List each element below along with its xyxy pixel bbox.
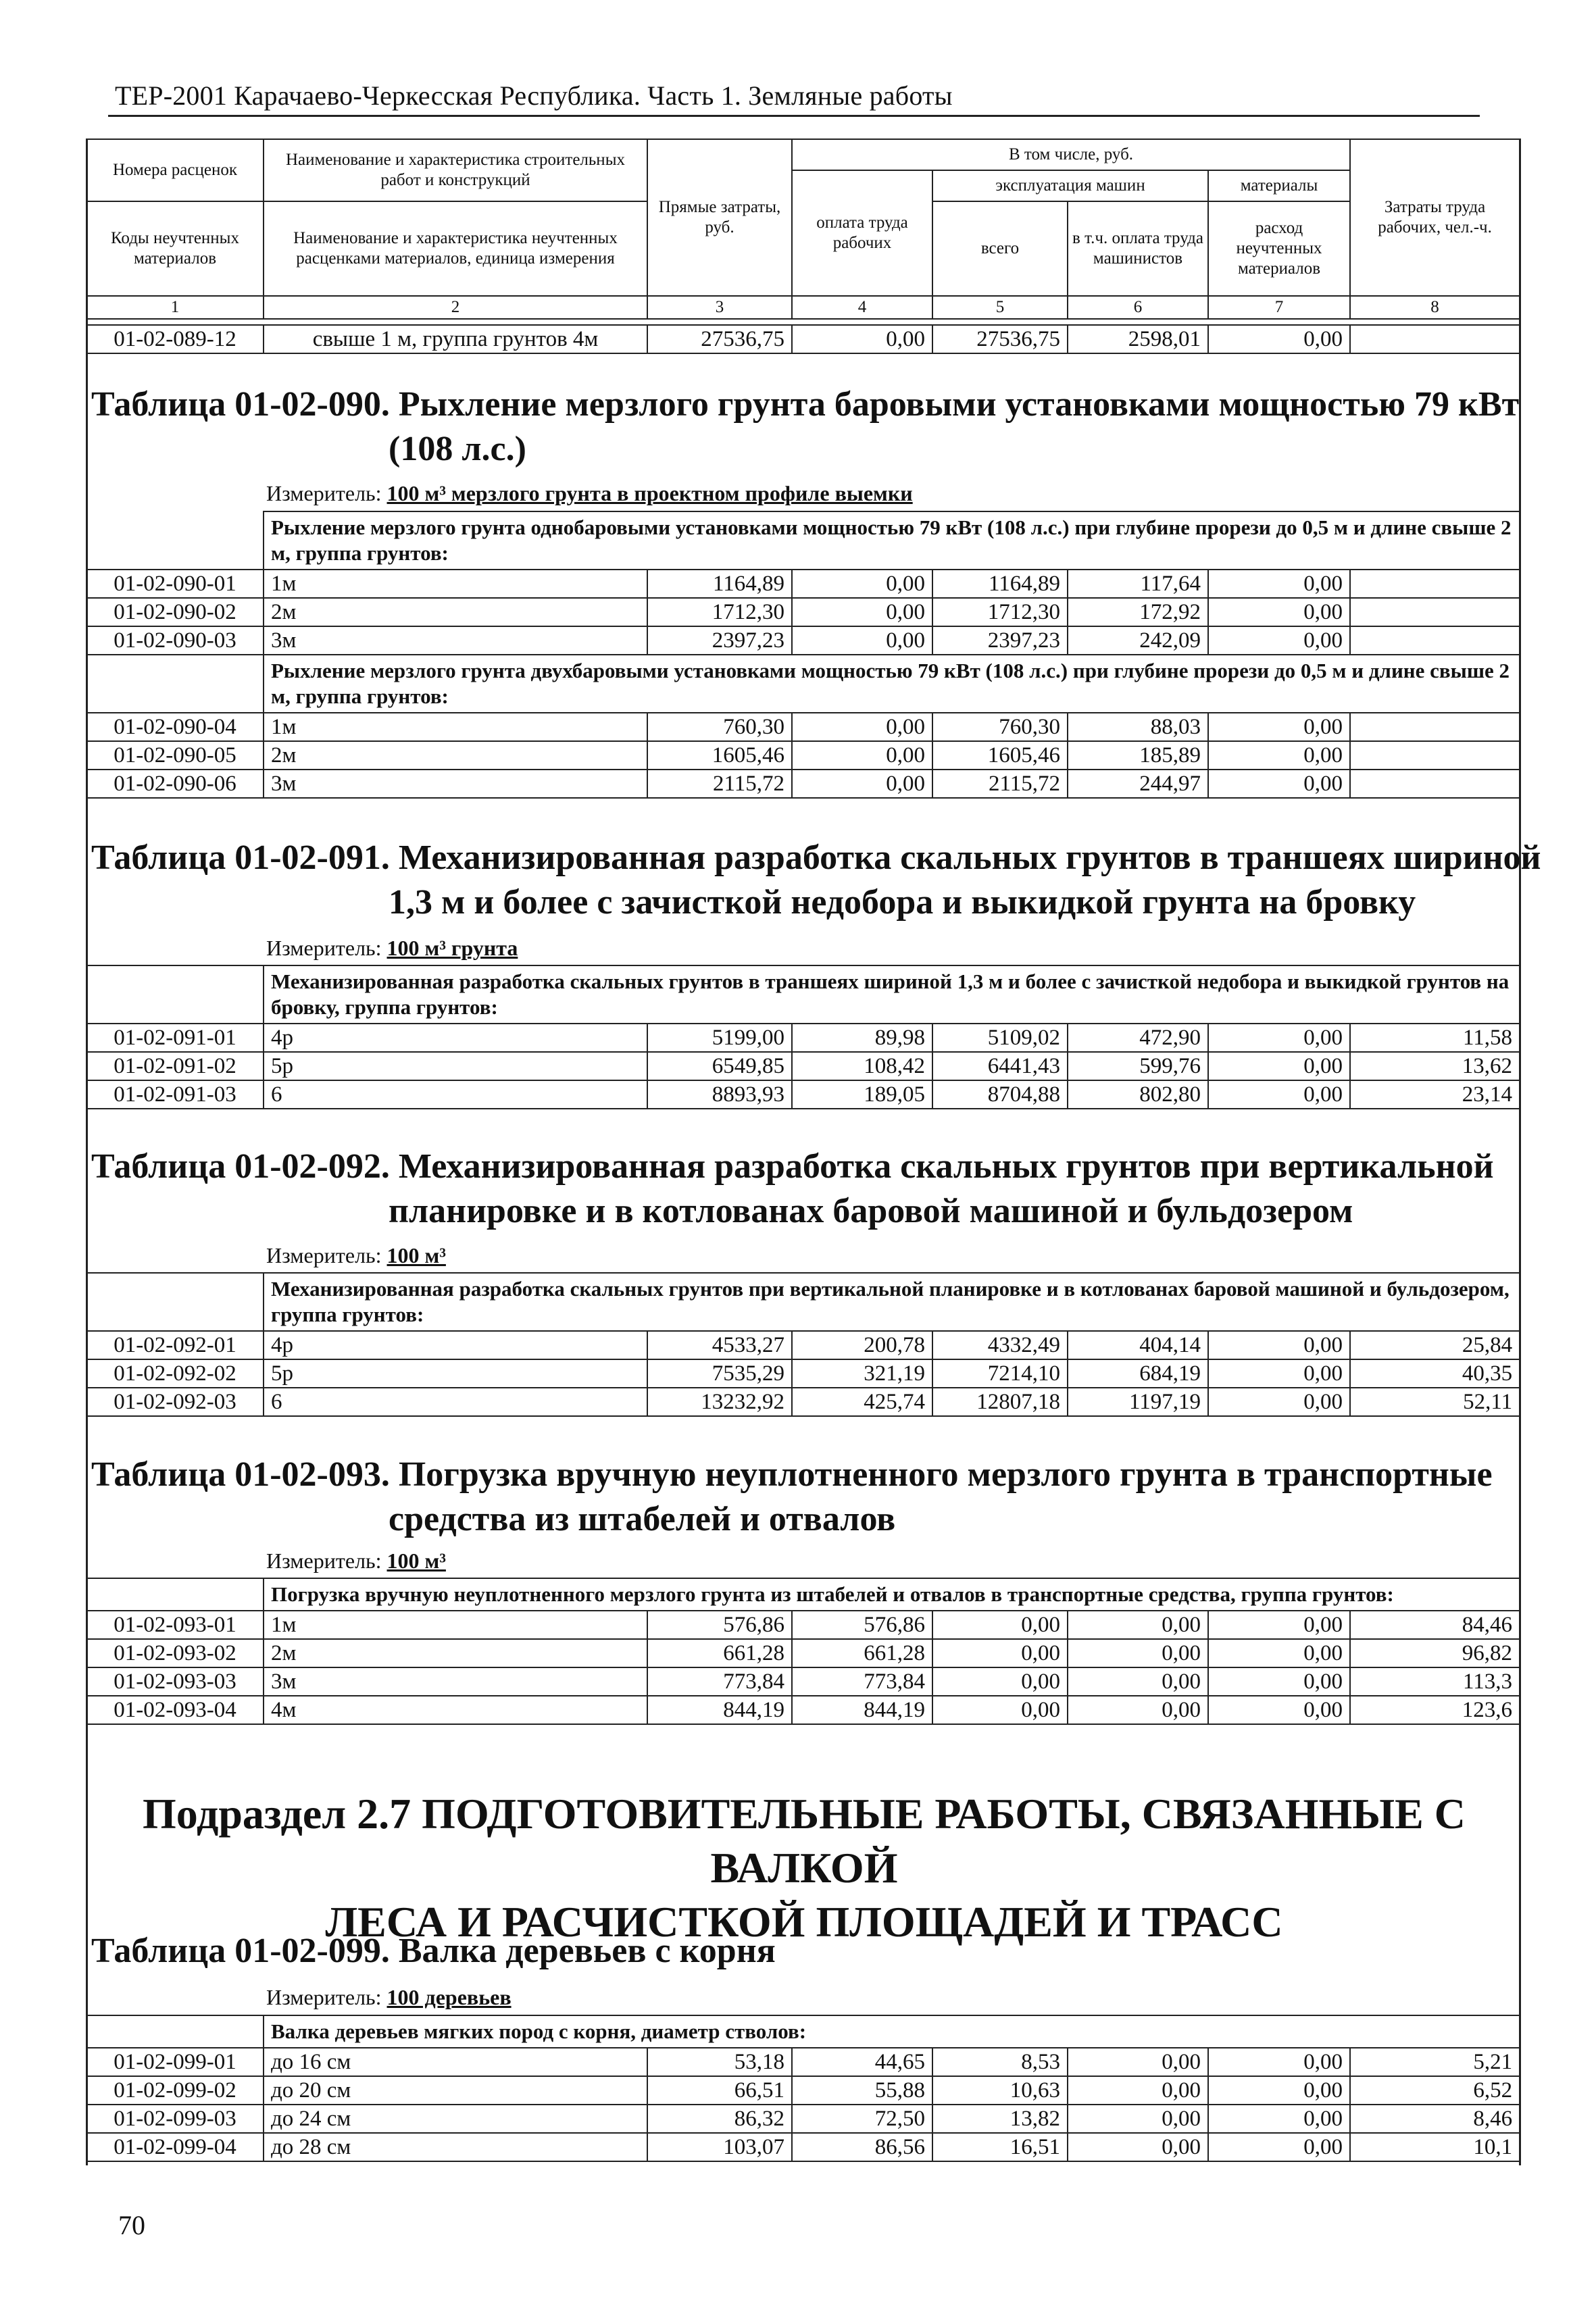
materials: 0,00	[1208, 570, 1350, 598]
rate-description: 4р	[264, 1331, 647, 1359]
table-title-line: Таблица 01-02-091. Механизированная разработка скальных грунтов в траншеях шириной	[91, 838, 1541, 877]
direct-cost: 4533,27	[647, 1331, 792, 1359]
labor-hours	[1350, 770, 1520, 798]
table-row	[86, 1388, 1520, 1416]
table-title-line: Таблица 01-02-092. Механизированная разработка скальных грунтов при вертикальной	[91, 1147, 1494, 1186]
labor-hours: 84,46	[1350, 1611, 1520, 1639]
table-row	[86, 2076, 1520, 2105]
table-092-measure	[266, 1243, 446, 1268]
rate-description: 1м	[264, 1611, 647, 1639]
materials-header: материалы	[1208, 170, 1350, 201]
materials: 0,00	[1208, 1388, 1350, 1416]
machinist-pay: 0,00	[1068, 1667, 1208, 1696]
labor-pay: 425,74	[792, 1388, 932, 1416]
running-header: ТЕР-2001 Карачаево-Черкесская Республика. Часть 1. Земляные работы	[115, 80, 953, 111]
measure-label: Измеритель:	[266, 1243, 382, 1267]
table-title-line: средства из штабелей и отвалов	[389, 1500, 896, 1538]
labor-hours: 10,1	[1350, 2133, 1520, 2161]
labor-pay: 0,00	[792, 598, 932, 626]
materials: 0,00	[1208, 1024, 1350, 1052]
col-number: 6	[1068, 296, 1208, 319]
labor-pay: 108,42	[792, 1052, 932, 1080]
direct-cost: 2397,23	[647, 626, 792, 655]
table-row	[86, 570, 1520, 598]
measure-value: 100 м³ грунта	[386, 936, 518, 960]
col5-header: всего	[932, 201, 1068, 296]
direct-cost: 8893,93	[647, 1080, 792, 1109]
labor-hours: 96,82	[1350, 1639, 1520, 1667]
direct-cost: 7535,29	[647, 1359, 792, 1388]
machines-total: 27536,75	[932, 325, 1068, 353]
machinist-pay: 0,00	[1068, 2048, 1208, 2076]
rate-description: 5р	[264, 1052, 647, 1080]
rate-description: до 28 см	[264, 2133, 647, 2161]
machines-total: 10,63	[932, 2076, 1068, 2105]
table-093-measure	[266, 1549, 446, 1574]
direct-cost: 1605,46	[647, 741, 792, 770]
direct-cost: 53,18	[647, 2048, 792, 2076]
direct-cost: 2115,72	[647, 770, 792, 798]
table-093-title	[91, 1453, 1493, 1542]
labor-pay: 89,98	[792, 1024, 932, 1052]
machinist-pay: 0,00	[1068, 1639, 1208, 1667]
group-description: Механизированная разработка скальных грунтов при вертикальной планировке и в котлованах баровой машиной и бульдозером, группа грунтов:	[264, 1273, 1520, 1331]
group-description: Валка деревьев мягких пород с корня, диаметр стволов:	[264, 2015, 1520, 2048]
machines-total: 0,00	[932, 1639, 1068, 1667]
labor-pay: 661,28	[792, 1639, 932, 1667]
col1-bottom-header: Коды неучтенных материалов	[86, 201, 264, 296]
rate-code: 01-02-093-04	[86, 1696, 264, 1724]
rate-description: 5р	[264, 1359, 647, 1388]
materials: 0,00	[1208, 1667, 1350, 1696]
machines-total: 0,00	[932, 1667, 1068, 1696]
machines-total: 1712,30	[932, 598, 1068, 626]
direct-cost: 1164,89	[647, 570, 792, 598]
machines-total: 1164,89	[932, 570, 1068, 598]
rate-code: 01-02-090-02	[86, 598, 264, 626]
labor-pay: 72,50	[792, 2105, 932, 2133]
rate-description: 3м	[264, 1667, 647, 1696]
table-090-body	[86, 511, 1520, 799]
machinist-pay: 0,00	[1068, 2076, 1208, 2105]
labor-hours	[1350, 570, 1520, 598]
table-row	[86, 1331, 1520, 1359]
machinist-pay: 244,97	[1068, 770, 1208, 798]
direct-cost: 773,84	[647, 1667, 792, 1696]
labor-pay: 44,65	[792, 2048, 932, 2076]
machinist-pay: 172,92	[1068, 598, 1208, 626]
rate-description: до 20 см	[264, 2076, 647, 2105]
materials: 0,00	[1208, 1052, 1350, 1080]
machinist-pay: 599,76	[1068, 1052, 1208, 1080]
col-number: 2	[264, 296, 647, 319]
labor-hours: 8,46	[1350, 2105, 1520, 2133]
materials: 0,00	[1208, 1639, 1350, 1667]
labor-pay: 86,56	[792, 2133, 932, 2161]
table-090-measure	[266, 481, 913, 506]
rate-code: 01-02-093-01	[86, 1611, 264, 1639]
table-title-line: Таблица 01-02-090. Рыхление мерзлого грунта баровыми установками мощностью 79 кВт	[91, 385, 1520, 424]
table-title-line: 1,3 м и более с зачисткой недобора и выкидкой грунта на бровку	[389, 883, 1416, 922]
table-090-title	[91, 382, 1519, 472]
labor-pay: 844,19	[792, 1696, 932, 1724]
table-092-title	[91, 1145, 1494, 1234]
rate-code: 01-02-093-03	[86, 1667, 264, 1696]
materials: 0,00	[1208, 2048, 1350, 2076]
rate-code: 01-02-092-02	[86, 1359, 264, 1388]
labor-pay: 0,00	[792, 770, 932, 798]
table-row	[86, 741, 1520, 770]
measure-value: 100 м³	[386, 1549, 446, 1573]
direct-cost: 5199,00	[647, 1024, 792, 1052]
machines-total: 1605,46	[932, 741, 1068, 770]
machinist-pay: 117,64	[1068, 570, 1208, 598]
group-description: Погрузка вручную неуплотненного мерзлого грунта из штабелей и отвалов в транспортные средства, группа грунтов:	[264, 1578, 1520, 1611]
table-row	[86, 1080, 1520, 1109]
column-header-table	[86, 139, 1520, 320]
col1-top-header: Номера расценок	[86, 139, 264, 201]
materials: 0,00	[1208, 713, 1350, 741]
direct-cost: 576,86	[647, 1611, 792, 1639]
table-row	[86, 2048, 1520, 2076]
col-number: 3	[647, 296, 792, 319]
labor-hours	[1350, 325, 1520, 353]
labor-hours	[1350, 713, 1520, 741]
direct-cost: 103,07	[647, 2133, 792, 2161]
table-091-body	[86, 965, 1520, 1109]
labor-pay: 576,86	[792, 1611, 932, 1639]
machinist-pay: 2598,01	[1068, 325, 1208, 353]
table-row	[86, 2133, 1520, 2161]
machines-total: 7214,10	[932, 1359, 1068, 1388]
rate-description: 2м	[264, 1639, 647, 1667]
rate-code: 01-02-089-12	[86, 325, 264, 353]
direct-cost: 844,19	[647, 1696, 792, 1724]
rate-code: 01-02-099-02	[86, 2076, 264, 2105]
group-description: Механизированная разработка скальных грунтов в траншеях шириной 1,3 м и более с зачисткой недобора и выкидкой грунтов на бровку, группа грунтов:	[264, 965, 1520, 1024]
labor-pay: 0,00	[792, 325, 932, 353]
page-number: 70	[118, 2210, 145, 2240]
labor-hours: 6,52	[1350, 2076, 1520, 2105]
materials: 0,00	[1208, 2133, 1350, 2161]
machinist-pay: 88,03	[1068, 713, 1208, 741]
col8-header: Затраты труда рабочих, чел.-ч.	[1350, 139, 1520, 296]
table-row	[86, 1359, 1520, 1388]
direct-cost: 1712,30	[647, 598, 792, 626]
rate-code: 01-02-099-03	[86, 2105, 264, 2133]
rate-description: 1м	[264, 570, 647, 598]
direct-cost: 66,51	[647, 2076, 792, 2105]
table-title-line: планировке и в котлованах баровой машиной и бульдозером	[389, 1192, 1353, 1230]
machinist-pay: 472,90	[1068, 1024, 1208, 1052]
machines-total: 6441,43	[932, 1052, 1068, 1080]
labor-hours: 13,62	[1350, 1052, 1520, 1080]
table-row	[86, 1639, 1520, 1667]
materials: 0,00	[1208, 2105, 1350, 2133]
col-number: 8	[1350, 296, 1520, 319]
subsection-heading-line: Подраздел 2.7 ПОДГОТОВИТЕЛЬНЫЕ РАБОТЫ, СВЯЗАННЫЕ С ВАЛКОЙ	[143, 1790, 1466, 1892]
labor-hours: 23,14	[1350, 1080, 1520, 1109]
col-number: 7	[1208, 296, 1350, 319]
machines-total: 2115,72	[932, 770, 1068, 798]
materials: 0,00	[1208, 1331, 1350, 1359]
labor-hours	[1350, 741, 1520, 770]
col-number: 5	[932, 296, 1068, 319]
rate-description: 2м	[264, 598, 647, 626]
table-row	[86, 1024, 1520, 1052]
rate-code: 01-02-090-06	[86, 770, 264, 798]
machinist-pay: 242,09	[1068, 626, 1208, 655]
col2-top-header: Наименование и характеристика строительных работ и конструкций	[264, 139, 647, 201]
labor-pay: 0,00	[792, 741, 932, 770]
measure-label: Измеритель:	[266, 481, 382, 505]
header-rule	[108, 115, 1480, 117]
machines-total: 8704,88	[932, 1080, 1068, 1109]
col-number: 4	[792, 296, 932, 319]
col2-bottom-header: Наименование и характеристика неучтенных расценками материалов, единица измерения	[264, 201, 647, 296]
table-row	[86, 1696, 1520, 1724]
table-row	[86, 770, 1520, 798]
rate-description: 6	[264, 1080, 647, 1109]
labor-hours: 25,84	[1350, 1331, 1520, 1359]
subsection-heading-line: ЛЕСА И РАСЧИСТКОЙ ПЛОЩАДЕЙ И ТРАСС	[325, 1898, 1283, 1946]
machines-total: 13,82	[932, 2105, 1068, 2133]
table-row	[86, 626, 1520, 655]
measure-label: Измеритель:	[266, 1985, 382, 2009]
col6-header: в т.ч. оплата труда машинистов	[1068, 201, 1208, 296]
machinist-pay: 1197,19	[1068, 1388, 1208, 1416]
rate-description: 4р	[264, 1024, 647, 1052]
machinist-pay: 404,14	[1068, 1331, 1208, 1359]
rate-code: 01-02-093-02	[86, 1639, 264, 1667]
materials: 0,00	[1208, 2076, 1350, 2105]
direct-cost: 13232,92	[647, 1388, 792, 1416]
table-row	[86, 2105, 1520, 2133]
rate-code: 01-02-091-01	[86, 1024, 264, 1052]
machines-total: 760,30	[932, 713, 1068, 741]
table-099-body	[86, 2015, 1520, 2162]
col4-header: оплата труда рабочих	[792, 170, 932, 296]
table-091-measure	[266, 936, 518, 961]
measure-value: 100 м³ мерзлого грунта в проектном профиле выемки	[386, 481, 913, 505]
rate-description: 3м	[264, 626, 647, 655]
table-row	[86, 325, 1520, 353]
measure-label: Измеритель:	[266, 1549, 382, 1573]
materials: 0,00	[1208, 1611, 1350, 1639]
rate-description: до 24 см	[264, 2105, 647, 2133]
rate-code: 01-02-090-03	[86, 626, 264, 655]
rate-description: 2м	[264, 741, 647, 770]
rate-code: 01-02-090-05	[86, 741, 264, 770]
rate-code: 01-02-099-04	[86, 2133, 264, 2161]
materials: 0,00	[1208, 1696, 1350, 1724]
labor-pay: 0,00	[792, 626, 932, 655]
machines-total: 16,51	[932, 2133, 1068, 2161]
machinist-pay: 0,00	[1068, 1611, 1208, 1639]
machines-total: 2397,23	[932, 626, 1068, 655]
direct-cost: 27536,75	[647, 325, 792, 353]
labor-pay: 189,05	[792, 1080, 932, 1109]
carry-over-table	[86, 324, 1520, 354]
rate-code: 01-02-091-03	[86, 1080, 264, 1109]
materials: 0,00	[1208, 1359, 1350, 1388]
table-092-body	[86, 1272, 1520, 1417]
machinist-pay: 684,19	[1068, 1359, 1208, 1388]
rate-code: 01-02-091-02	[86, 1052, 264, 1080]
machinist-pay: 0,00	[1068, 2105, 1208, 2133]
machines-total: 12807,18	[932, 1388, 1068, 1416]
direct-cost: 86,32	[647, 2105, 792, 2133]
table-099-title	[91, 1929, 776, 1973]
table-row	[86, 713, 1520, 741]
labor-pay: 55,88	[792, 2076, 932, 2105]
table-099-measure	[266, 1985, 512, 2010]
labor-pay: 0,00	[792, 713, 932, 741]
machines-total: 0,00	[932, 1611, 1068, 1639]
materials: 0,00	[1208, 741, 1350, 770]
rate-code: 01-02-090-01	[86, 570, 264, 598]
machines-total: 4332,49	[932, 1331, 1068, 1359]
labor-pay: 321,19	[792, 1359, 932, 1388]
direct-cost: 760,30	[647, 713, 792, 741]
direct-cost: 6549,85	[647, 1052, 792, 1080]
group-header: В том числе, руб.	[792, 139, 1350, 170]
table-title-line: Таблица 01-02-099. Валка деревьев с корня	[91, 1932, 776, 1970]
rate-description: 6	[264, 1388, 647, 1416]
table-title-line: Таблица 01-02-093. Погрузка вручную неуплотненного мерзлого грунта в транспортные	[91, 1455, 1493, 1494]
table-title-line: (108 л.с.)	[389, 430, 526, 468]
col3-header: Прямые затраты, руб.	[647, 139, 792, 296]
machinist-pay: 0,00	[1068, 2133, 1208, 2161]
group-description: Рыхление мерзлого грунта двухбаровыми установками мощностью 79 кВт (108 л.с.) при глубине прорези до 0,5 м и длине свыше 2 м, группа грунтов:	[264, 655, 1520, 713]
table-row	[86, 1052, 1520, 1080]
rate-code: 01-02-099-01	[86, 2048, 264, 2076]
rate-description: 1м	[264, 713, 647, 741]
machinist-pay: 185,89	[1068, 741, 1208, 770]
table-091-title	[91, 836, 1541, 925]
labor-hours: 11,58	[1350, 1024, 1520, 1052]
measure-value: 100 м³	[386, 1243, 446, 1267]
materials: 0,00	[1208, 626, 1350, 655]
rate-description: свыше 1 м, группа грунтов 4м	[264, 325, 647, 353]
materials: 0,00	[1208, 1080, 1350, 1109]
labor-hours: 123,6	[1350, 1696, 1520, 1724]
machines-total: 5109,02	[932, 1024, 1068, 1052]
machinist-pay: 802,80	[1068, 1080, 1208, 1109]
rate-description: до 16 см	[264, 2048, 647, 2076]
direct-cost: 661,28	[647, 1639, 792, 1667]
table-row	[86, 598, 1520, 626]
materials: 0,00	[1208, 598, 1350, 626]
labor-hours	[1350, 626, 1520, 655]
machines-total: 0,00	[932, 1696, 1068, 1724]
labor-hours	[1350, 598, 1520, 626]
labor-hours: 40,35	[1350, 1359, 1520, 1388]
labor-pay: 773,84	[792, 1667, 932, 1696]
labor-hours: 52,11	[1350, 1388, 1520, 1416]
rate-description: 4м	[264, 1696, 647, 1724]
machines-header: эксплуатация машин	[932, 170, 1208, 201]
table-row	[86, 1611, 1520, 1639]
machines-total: 8,53	[932, 2048, 1068, 2076]
materials: 0,00	[1208, 770, 1350, 798]
rate-code: 01-02-090-04	[86, 713, 264, 741]
labor-pay: 0,00	[792, 570, 932, 598]
rate-description: 3м	[264, 770, 647, 798]
col-number: 1	[86, 296, 264, 319]
group-description: Рыхление мерзлого грунта однобаровыми установками мощностью 79 кВт (108 л.с.) при глубине прорези до 0,5 м и длине свыше 2 м, группа грунтов:	[264, 511, 1520, 570]
materials: 0,00	[1208, 325, 1350, 353]
labor-pay: 200,78	[792, 1331, 932, 1359]
rate-code: 01-02-092-01	[86, 1331, 264, 1359]
subsection-heading	[91, 1787, 1517, 1949]
table-093-body	[86, 1578, 1520, 1725]
rate-code: 01-02-092-03	[86, 1388, 264, 1416]
measure-label: Измеритель:	[266, 936, 382, 960]
table-row	[86, 1667, 1520, 1696]
machinist-pay: 0,00	[1068, 1696, 1208, 1724]
measure-value: 100 деревьев	[386, 1985, 512, 2009]
col7-header: расход неучтенных материалов	[1208, 201, 1350, 296]
labor-hours: 5,21	[1350, 2048, 1520, 2076]
labor-hours: 113,3	[1350, 1667, 1520, 1696]
